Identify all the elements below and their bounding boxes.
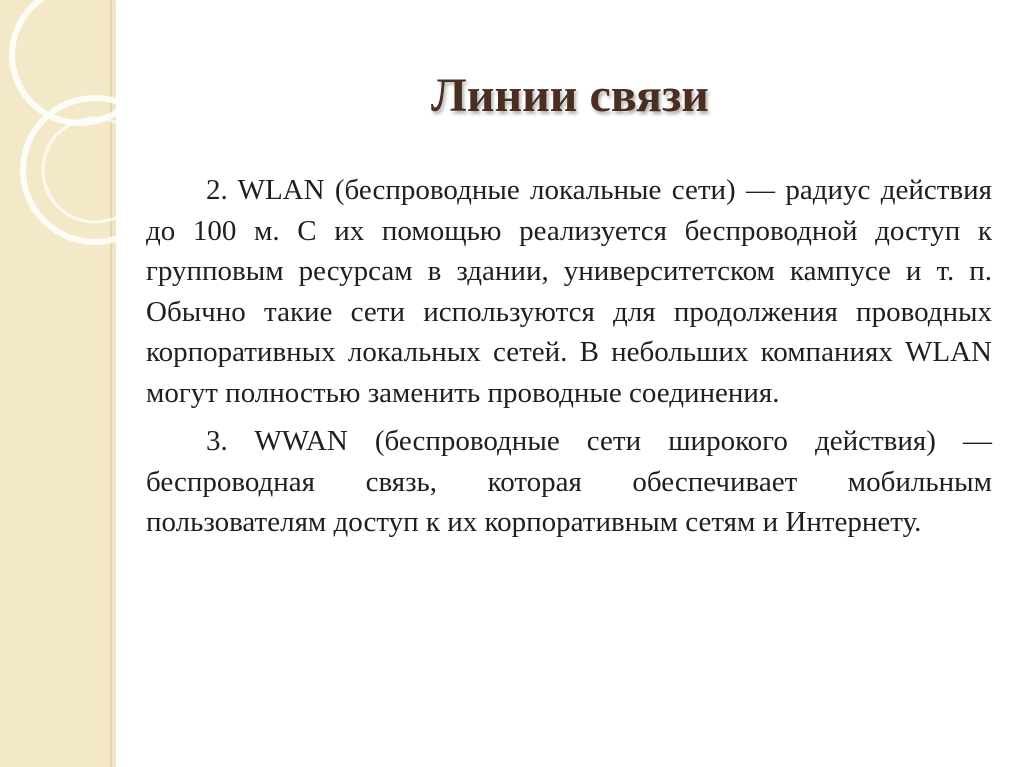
paragraph-wwan: 3. WWAN (беспроводные сети широкого действия) — беспроводная связь, которая обеспечивает мобильным пользователям доступ к их корпоративным сетям и Интернету. — [146, 425, 992, 538]
paragraph-wlan: 2. WLAN (беспроводные локальные сети) — радиус действия до 100 м. С их помощью реализуется беспроводной доступ к групповым ресурсам в здании, университетском кампусе и т. п. Обычно такие сети используются для продолжения проводных корпоративных локальных сетей. В небольших компаниях WLAN могут полностью заменить проводные соединения. — [146, 174, 992, 409]
slide-body — [146, 170, 992, 551]
slide-title: Линии связи — [431, 69, 709, 122]
ring-inner — [43, 118, 147, 222]
